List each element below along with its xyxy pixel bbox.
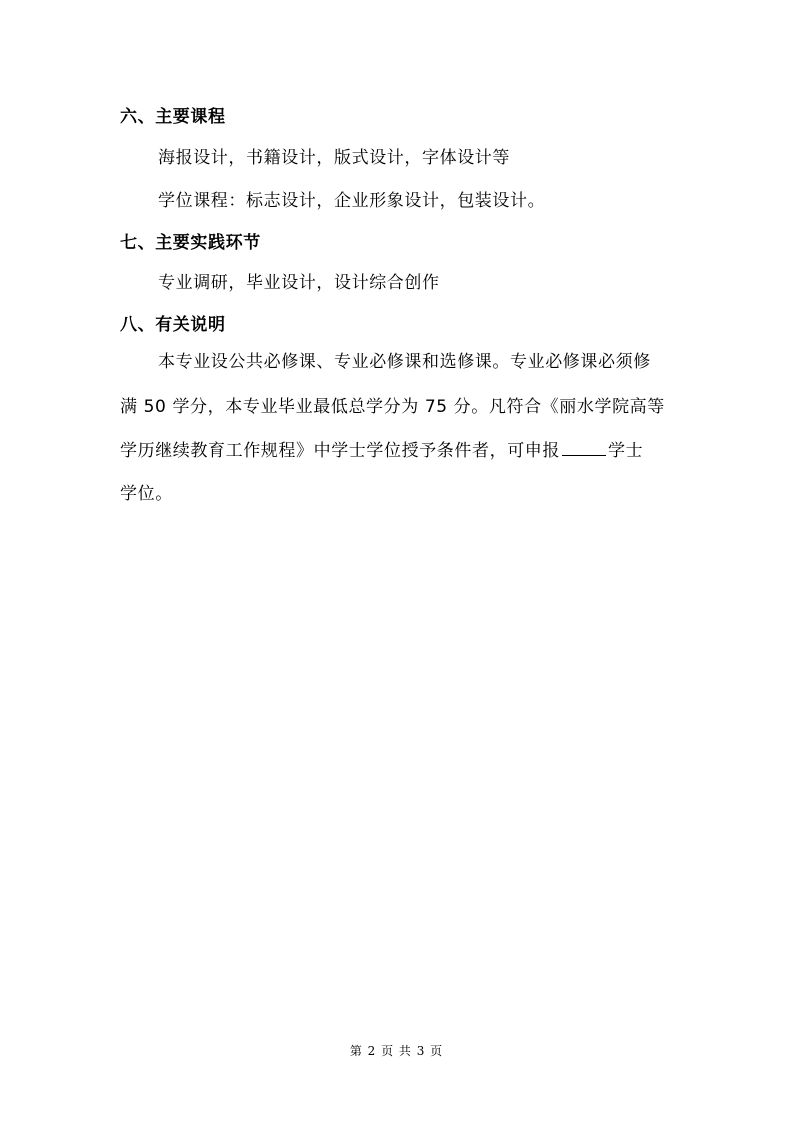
section-6-degree-courses: 学位课程：标志设计，企业形象设计，包装设计。 (158, 191, 546, 211)
section-8-para-line-3 (120, 441, 643, 461)
section-7-heading: 七、主要实践环节 (120, 233, 261, 253)
fill-in-blank (562, 441, 606, 456)
section-6-heading: 六、主要课程 (120, 107, 226, 127)
section-8-para-line-1: 本专业设公共必修课、专业必修课和选修课。专业必修课必须修 (158, 352, 651, 372)
section-8-heading: 八、有关说明 (120, 315, 226, 335)
section-7-practice: 专业调研，毕业设计，设计综合创作 (158, 273, 440, 293)
section-8-para-line-4: 学位。 (120, 484, 173, 504)
page-number-footer: 第 2 页 共 3 页 (349, 1044, 444, 1058)
section-6-courses: 海报设计，书籍设计，版式设计，字体设计等 (158, 148, 510, 168)
section-8-para-line-3-tail: 学士 (608, 441, 644, 461)
section-8-para-line-2: 满 50 学分，本专业毕业最低总学分为 75 分。凡符合《丽水学院高等 (120, 397, 665, 417)
section-8-para-line-3-text: 学历继续教育工作规程》中学士学位授予条件者，可申报 (120, 441, 560, 461)
